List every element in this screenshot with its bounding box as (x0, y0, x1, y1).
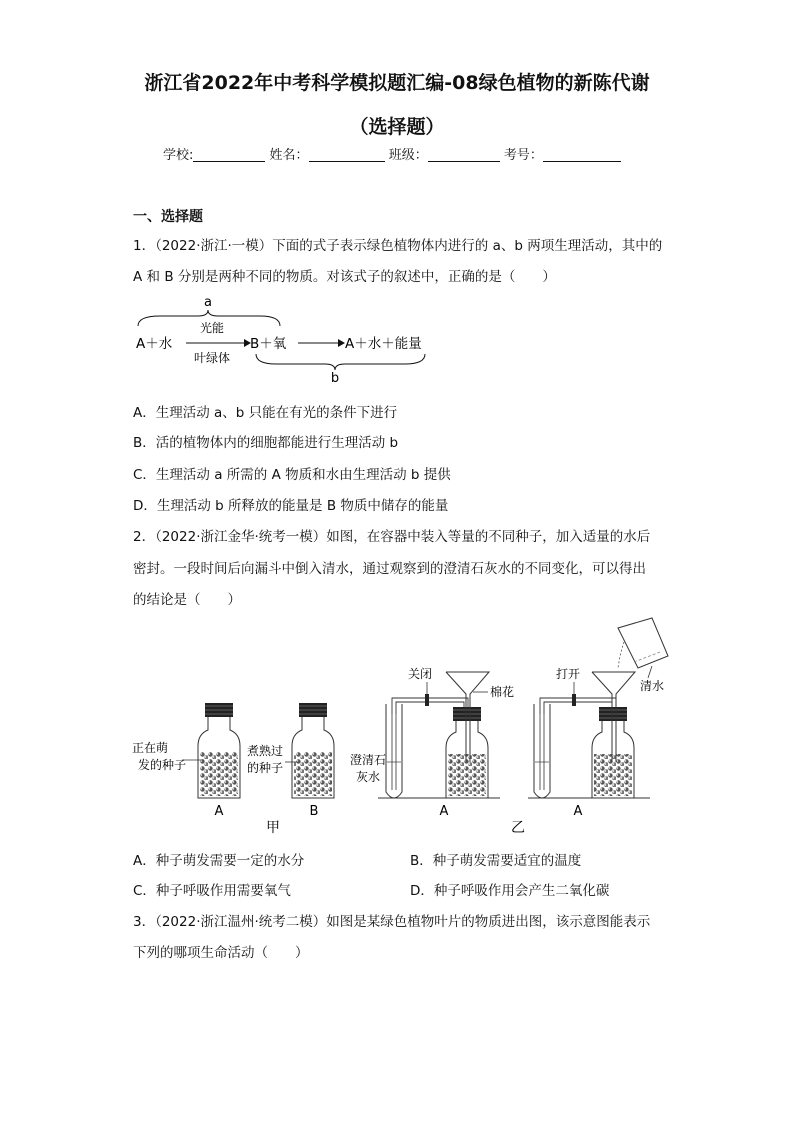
label-jia: 甲 (266, 820, 280, 836)
q1-option-d[interactable]: D．生理活动 b 所释放的能量是 B 物质中储存的能量 (133, 498, 449, 514)
label-closed: 关闭 (408, 667, 433, 681)
label-open: 打开 (556, 667, 581, 681)
test-tube-open (534, 704, 550, 798)
q2-stem-line1: 2．（2022·浙江金华·统考一模）如图，在容器中装入等量的不同种子，加入适量的水后 (133, 529, 651, 545)
q2-option-a[interactable]: A．种子萌发需要一定的水分 (133, 853, 305, 869)
test-tube-closed (386, 704, 402, 798)
q1-stem-line2: A 和 B 分别是两种不同的物质。对该式子的叙述中，正确的是（ ） (133, 269, 556, 285)
q2-stem-line2: 密封。一段时间后向漏斗中倒入清水，通过观察到的澄清石灰水的不同变化，可以得出 (133, 561, 646, 577)
q1-formula-diagram (130, 292, 450, 384)
class-blank (428, 147, 500, 162)
formula-middle: B＋氧 (250, 336, 287, 352)
label-yi: 乙 (511, 820, 525, 836)
document-subtitle: （选择题） (349, 116, 445, 138)
q3-stem-line1: 3．（2022·浙江温州·统考二模）如图是某绿色植物叶片的物质进出图，该示意图能表示 (133, 914, 651, 930)
label-germinating-line1: 正在萌 (132, 741, 169, 755)
q2-experiment-figure (128, 612, 678, 838)
label-bottle-a-yi1: A (439, 804, 449, 819)
label-bottle-a-yi2: A (573, 804, 583, 819)
q1-stem-line1: 1．（2022·浙江·一模）下面的式子表示绿色植物体内进行的 a、b 两项生理活动，其中的 (133, 238, 663, 254)
formula-b-label: b (330, 371, 340, 384)
label-cotton: 棉花 (490, 685, 515, 699)
formula-a-label: a (204, 295, 212, 310)
formula-chloroplast-label: 叶绿体 (193, 351, 231, 365)
number-blank (543, 147, 621, 162)
school-label: 学校: (163, 148, 194, 163)
q1-option-a[interactable]: A．生理活动 a、b 只能在有光的条件下进行 (133, 405, 398, 421)
bottle-jia-a (198, 703, 240, 798)
name-label: 姓名： (269, 148, 309, 163)
q2-option-d[interactable]: D．种子呼吸作用会产生二氧化碳 (410, 883, 610, 899)
q2-option-c[interactable]: C．种子呼吸作用需要氧气 (133, 883, 291, 899)
q1-option-b[interactable]: B．活的植物体内的细胞都能进行生理活动 b (133, 435, 399, 451)
q1-option-c[interactable]: C．生理活动 a 所需的 A 物质和水由生理活动 b 提供 (133, 467, 451, 483)
number-label: 考号： (503, 148, 543, 163)
class-label: 班级： (388, 148, 428, 163)
q3-stem-line2: 下列的哪项生命活动（ ） (133, 945, 309, 961)
label-germinating-line2: 发的种子 (138, 758, 187, 772)
school-blank (193, 147, 265, 162)
label-limewater-line1: 澄清石 (350, 753, 387, 767)
document-title: 浙江省2022年中考科学模拟题汇编-08绿色植物的新陈代谢 (144, 72, 650, 94)
q2-option-b[interactable]: B．种子萌发需要适宜的温度 (410, 853, 582, 869)
label-water: 清水 (640, 679, 665, 693)
q2-stem-line3: 的结论是（ ） (133, 592, 241, 608)
formula-right: A＋水＋能量 (345, 336, 422, 352)
label-bottle-a-jia: A (214, 804, 224, 819)
label-bottle-b-jia: B (309, 804, 319, 819)
label-cooked-line1: 煮熟过 (247, 744, 284, 758)
section-heading: 一、选择题 (133, 209, 203, 225)
formula-light-label: 光能 (199, 321, 225, 335)
label-limewater-line2: 灰水 (356, 770, 381, 784)
student-info-line (163, 144, 621, 163)
pouring-beaker (618, 618, 668, 668)
label-cooked-line2: 的种子 (247, 761, 284, 775)
bottle-jia-b (292, 703, 334, 798)
bottle-yi-a1 (446, 707, 488, 798)
bottle-yi-a2 (592, 707, 634, 798)
formula-left: A＋水 (136, 336, 173, 352)
name-blank (309, 147, 385, 162)
